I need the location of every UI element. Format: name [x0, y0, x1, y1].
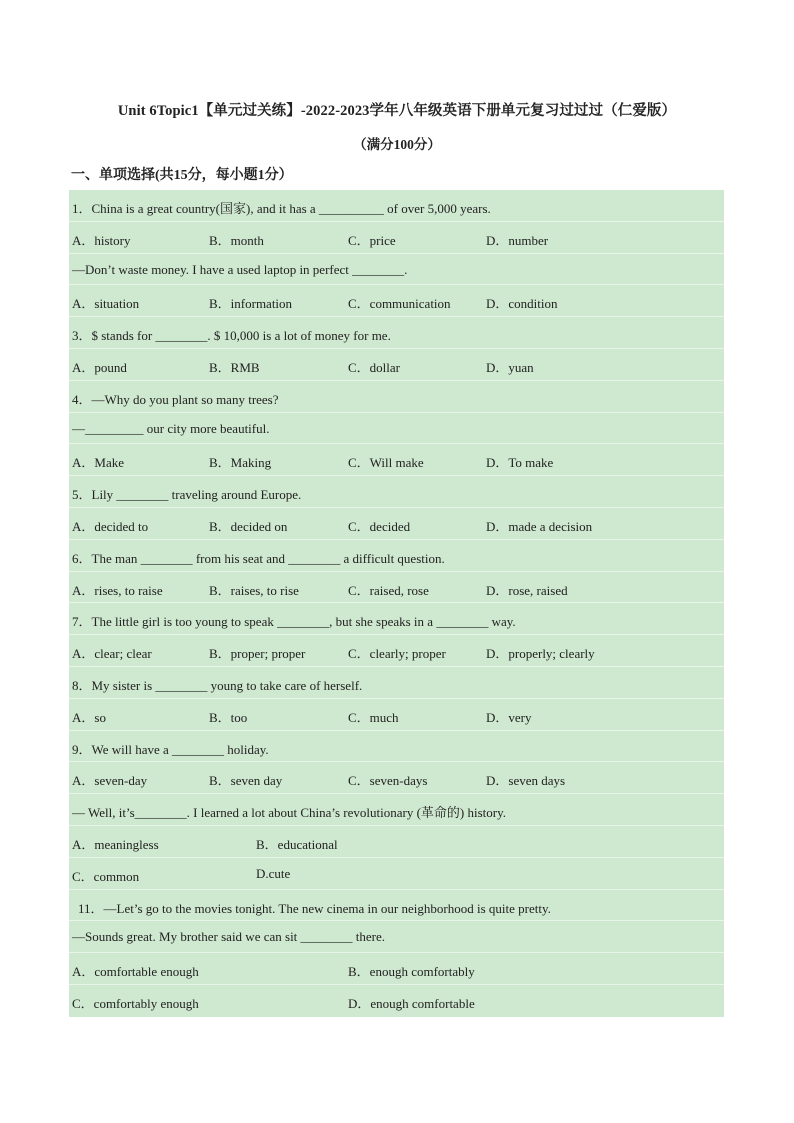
- question-text: 4．—Why do you plant so many trees?: [72, 391, 279, 407]
- answer-option: D．seven days: [486, 773, 566, 789]
- answer-option: D．properly; clearly: [486, 646, 595, 662]
- answer-option: B．Making: [209, 455, 272, 471]
- question-line: [69, 731, 724, 763]
- options-line: [69, 826, 724, 858]
- answer-option: C．decided: [348, 518, 411, 534]
- answer-option: A．Make: [72, 455, 124, 471]
- answer-option: C．price: [348, 232, 396, 248]
- question-line: [69, 603, 724, 635]
- question-text: —Sounds great. My brother said we can sit ________ there.: [72, 929, 386, 945]
- answer-option: B．seven day: [209, 773, 283, 789]
- answer-option: B．enough comfortably: [348, 964, 475, 980]
- score-subtitle: （满分100分）: [353, 137, 441, 152]
- answer-option: A．situation: [72, 296, 140, 312]
- answer-option: A．history: [72, 232, 131, 248]
- answer-option: D．number: [486, 232, 549, 248]
- answer-option: D.cute: [256, 865, 291, 881]
- question-line: [69, 190, 724, 222]
- section-heading: 一、单项选择(共15分，每小题1分）: [71, 168, 293, 183]
- answer-option: C．common: [72, 868, 140, 884]
- answer-option: A．seven-day: [72, 773, 148, 789]
- answer-option: D．very: [486, 709, 532, 725]
- options-line: [69, 762, 724, 794]
- answer-option: B．decided on: [209, 518, 288, 534]
- question-text: 9．We will have a ________ holiday.: [72, 741, 269, 757]
- answer-option: A．clear; clear: [72, 646, 152, 662]
- answer-option: B．raises, to rise: [209, 582, 299, 598]
- options-line: [69, 349, 724, 381]
- answer-option: C．comfortably enough: [72, 995, 199, 1011]
- question-line: [69, 413, 724, 445]
- options-line: [69, 699, 724, 731]
- question-line: [69, 254, 724, 286]
- question-box: [69, 190, 724, 1017]
- answer-option: C．much: [348, 709, 399, 725]
- answer-option: C．raised, rose: [348, 582, 429, 598]
- question-line: [69, 667, 724, 699]
- answer-option: D．rose, raised: [486, 582, 568, 598]
- answer-option: A．rises, to raise: [72, 582, 163, 598]
- question-text: 11．—Let’s go to the movies tonight. The new cinema in our neighborhood is quite pretty.: [78, 900, 551, 916]
- answer-option: C．clearly; proper: [348, 646, 446, 662]
- question-text: —Don’t waste money. I have a used laptop in perfect ________.: [72, 261, 408, 277]
- answer-option: C．seven-days: [348, 773, 428, 789]
- options-line: [69, 985, 724, 1017]
- answer-option: A．meaningless: [72, 836, 159, 852]
- options-line: [69, 508, 724, 540]
- options-line: [69, 285, 724, 317]
- answer-option: B．RMB: [209, 359, 260, 375]
- answer-option: A．so: [72, 709, 106, 725]
- answer-option: B．information: [209, 296, 293, 312]
- answer-option: A．pound: [72, 359, 127, 375]
- question-text: 7．The little girl is too young to speak ________, but she speaks in a ________ way.: [72, 614, 516, 630]
- answer-option: B．too: [209, 709, 248, 725]
- options-line: [69, 222, 724, 254]
- options-line: [69, 635, 724, 667]
- options-line: [69, 572, 724, 604]
- question-text: 5．Lily ________ traveling around Europe.: [72, 487, 302, 503]
- answer-option: D．made a decision: [486, 518, 593, 534]
- question-text: 1．China is a great country(国家), and it has a __________ of over 5,000 years.: [72, 201, 491, 216]
- answer-option: B．educational: [256, 836, 338, 852]
- question-text: —_________ our city more beautiful.: [72, 420, 270, 436]
- answer-option: D．To make: [486, 455, 554, 471]
- question-line: [69, 890, 724, 922]
- question-line: [69, 794, 724, 826]
- answer-option: B．proper; proper: [209, 646, 306, 662]
- question-text: 6．The man ________ from his seat and ________ a difficult question.: [72, 550, 445, 566]
- page-title: Unit 6Topic1【单元过关练】-2022-2023学年八年级英语下册单元复习过过过（仁爱版）: [117, 103, 677, 119]
- answer-option: B．month: [209, 232, 264, 248]
- question-text: — Well, it’s________. I learned a lot about China’s revolutionary (革命的) history.: [72, 805, 507, 821]
- question-line: [69, 317, 724, 349]
- question-text: 3．$ stands for ________. $ 10,000 is a lot of money for me.: [72, 328, 391, 344]
- options-line: [69, 858, 724, 890]
- answer-option: C．Will make: [348, 455, 424, 471]
- question-line: [69, 921, 724, 953]
- answer-option: A．decided to: [72, 518, 149, 534]
- question-line: [69, 540, 724, 572]
- question-line: [69, 381, 724, 413]
- question-text: 8．My sister is ________ young to take care of herself.: [72, 677, 363, 693]
- question-line: [69, 476, 724, 508]
- options-line: [69, 953, 724, 985]
- answer-option: D．enough comfortable: [348, 995, 475, 1011]
- options-line: [69, 444, 724, 476]
- answer-option: A．comfortable enough: [72, 964, 199, 980]
- answer-option: C．communication: [348, 296, 451, 312]
- answer-option: D．yuan: [486, 359, 534, 375]
- answer-option: D．condition: [486, 296, 558, 312]
- answer-option: C．dollar: [348, 359, 400, 375]
